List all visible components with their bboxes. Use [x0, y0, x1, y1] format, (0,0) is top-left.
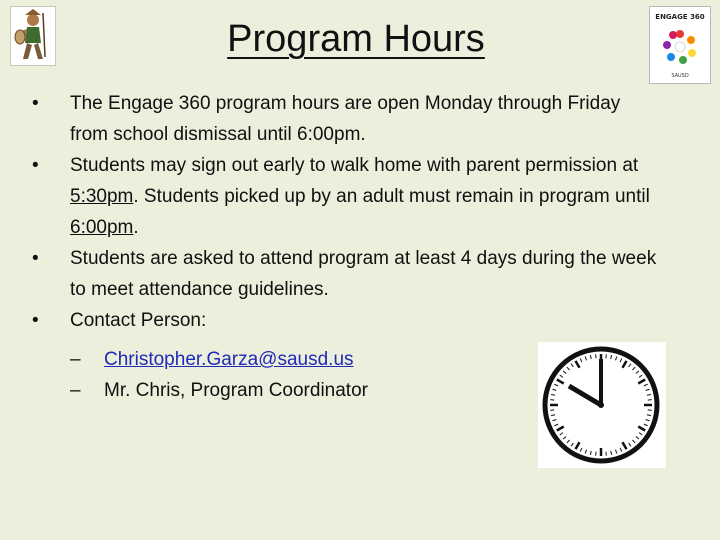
clock-image: [538, 342, 666, 468]
bullet-sign-out: • Students may sign out early to walk home with parent permission at 5:30pm. Students picked up by an adult must remain in program until 6:00pm.: [32, 150, 662, 243]
logo-name: ENGAGE 360: [655, 13, 705, 21]
contact-email-link[interactable]: Christopher.Garza@sausd.us: [104, 349, 354, 370]
bullet-hours: • The Engage 360 program hours are open Monday through Friday from school dismissal until 6:00pm.: [32, 88, 662, 150]
people-circle-icon: [650, 7, 710, 83]
time-530: 5:30pm: [70, 186, 134, 207]
bullet-attendance: • Students are asked to attend program at least 4 days during the week to meet attendance guidelines.: [32, 243, 662, 305]
bullet-contact: • Contact Person: – Christopher.Garza@sausd.us – Mr. Chris, Program Coordinator: [32, 305, 662, 406]
time-600: 6:00pm: [70, 217, 134, 238]
engage-360-logo: [649, 6, 711, 84]
logo-subtitle: SAUSD: [671, 73, 689, 79]
page-title: Program Hours: [227, 18, 485, 60]
contact-name-item: – Mr. Chris, Program Coordinator: [70, 375, 662, 406]
clock-icon: [538, 342, 666, 468]
